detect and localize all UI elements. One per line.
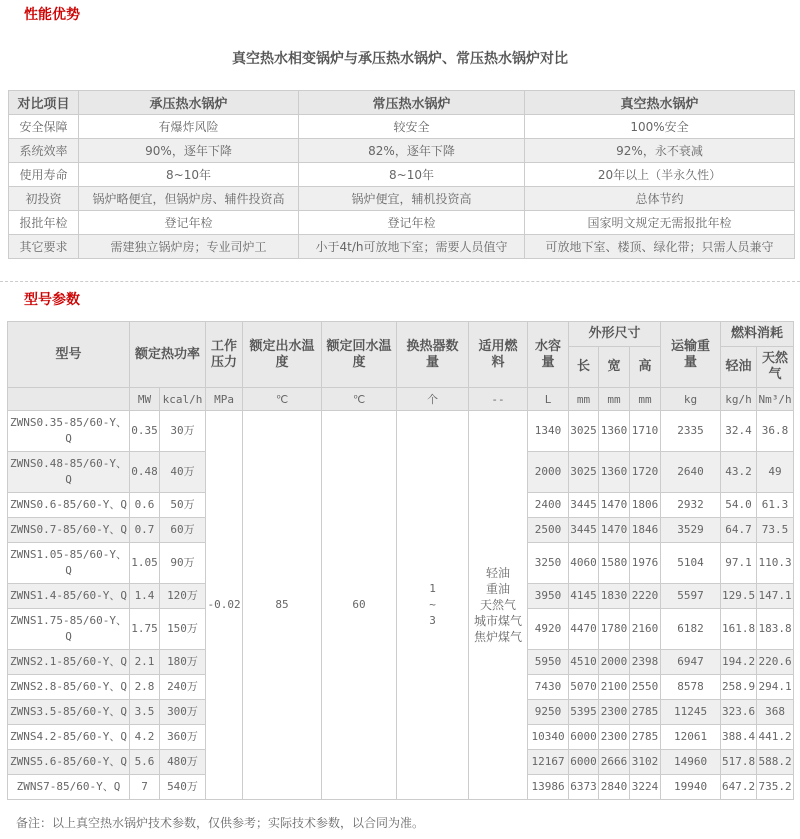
table-row (9, 139, 795, 163)
cell-weight: 3529 (661, 518, 721, 543)
exchanger-line: ~ (429, 598, 436, 611)
cell-mw: 2.1 (130, 650, 160, 675)
header-transport-weight: 运输重量 (661, 322, 721, 388)
cell-outlet-temp: 85 (243, 411, 322, 800)
cell-gas: 183.8 (757, 609, 794, 650)
unit-mpa: MPa (206, 388, 243, 411)
cell-vacuum: 可放地下室、楼顶、绿化带；只需人员兼守 (525, 235, 795, 259)
spec-header-row-1 (8, 322, 794, 347)
cell-kcal: 300万 (160, 700, 206, 725)
cell-weight: 6182 (661, 609, 721, 650)
cell-oil: 32.4 (721, 411, 757, 452)
cell-mw: 0.6 (130, 493, 160, 518)
header-outlet-temp: 额定出水温度 (243, 322, 322, 388)
spec-table (7, 321, 794, 800)
cell-atmospheric: 锅炉便宜，辅机投资高 (299, 187, 525, 211)
header-fuel: 适用燃料 (469, 322, 528, 388)
header-fuel-consumption: 燃料消耗 (721, 322, 794, 347)
cell-height: 1710 (630, 411, 661, 452)
cell-vacuum: 国家明文规定无需报批年检 (525, 211, 795, 235)
cell-model: ZWNS7-85/60-Y、Q (8, 775, 130, 800)
cell-water: 13986 (528, 775, 569, 800)
cell-width: 2000 (599, 650, 630, 675)
cell-model: ZWNS0.6-85/60-Y、Q (8, 493, 130, 518)
cell-mw: 3.5 (130, 700, 160, 725)
cell-height: 1846 (630, 518, 661, 543)
cell-gas: 73.5 (757, 518, 794, 543)
cell-water: 2500 (528, 518, 569, 543)
cell-model: ZWNS1.75-85/60-Y、Q (8, 609, 130, 650)
cell-model: ZWNS1.05-85/60-Y、Q (8, 543, 130, 584)
unit-celsius-outlet: ℃ (243, 388, 322, 411)
cell-gas: 61.3 (757, 493, 794, 518)
section-title-performance: 性能优势 (24, 7, 80, 23)
unit-mm-length: mm (569, 388, 599, 411)
cell-working-pressure: -0.02 (206, 411, 243, 800)
cell-gas: 735.2 (757, 775, 794, 800)
cell-length: 6000 (569, 750, 599, 775)
cell-exchanger-count (397, 411, 469, 800)
cell-weight: 19940 (661, 775, 721, 800)
fuel-line: 重油 (486, 582, 511, 596)
cell-length: 3025 (569, 411, 599, 452)
cell-gas: 441.2 (757, 725, 794, 750)
header-natural-gas: 天然气 (757, 347, 794, 388)
cell-oil: 161.8 (721, 609, 757, 650)
cell-height: 1806 (630, 493, 661, 518)
cell-weight: 2640 (661, 452, 721, 493)
unit-kgh: kg/h (721, 388, 757, 411)
comparison-table (8, 90, 795, 259)
cell-mw: 7 (130, 775, 160, 800)
cell-pressurized: 锅炉略便宜，但锅炉房、辅件投资高 (79, 187, 299, 211)
cell-water: 1340 (528, 411, 569, 452)
cell-model: ZWNS5.6-85/60-Y、Q (8, 750, 130, 775)
header-model: 型号 (8, 322, 130, 388)
cell-length: 3445 (569, 518, 599, 543)
unit-kg: kg (661, 388, 721, 411)
cell-water: 9250 (528, 700, 569, 725)
cell-atmospheric: 小于4t/h可放地下室；需要人员值守 (299, 235, 525, 259)
cell-length: 4145 (569, 584, 599, 609)
cell-kcal: 120万 (160, 584, 206, 609)
cell-length: 5395 (569, 700, 599, 725)
unit-mm-height: mm (630, 388, 661, 411)
header-compare-item: 对比项目 (9, 91, 79, 115)
cell-kcal: 480万 (160, 750, 206, 775)
cell-height: 2160 (630, 609, 661, 650)
cell-atmospheric: 登记年检 (299, 211, 525, 235)
cell-oil: 97.1 (721, 543, 757, 584)
table-row (9, 187, 795, 211)
cell-weight: 8578 (661, 675, 721, 700)
cell-pressurized: 登记年检 (79, 211, 299, 235)
cell-item: 报批年检 (9, 211, 79, 235)
fuel-line: 城市煤气 (474, 614, 523, 628)
unit-count: 个 (397, 388, 469, 411)
cell-mw: 4.2 (130, 725, 160, 750)
cell-model: ZWNS4.2-85/60-Y、Q (8, 725, 130, 750)
unit-model (8, 388, 130, 411)
header-dimensions: 外形尺寸 (569, 322, 661, 347)
cell-pressurized: 8~10年 (79, 163, 299, 187)
cell-vacuum: 20年以上（半永久性） (525, 163, 795, 187)
header-atmospheric-boiler: 常压热水锅炉 (299, 91, 525, 115)
header-working-pressure: 工作压力 (206, 322, 243, 388)
header-width: 宽 (599, 347, 630, 388)
cell-height: 2785 (630, 725, 661, 750)
cell-water: 2400 (528, 493, 569, 518)
cell-gas: 588.2 (757, 750, 794, 775)
cell-kcal: 60万 (160, 518, 206, 543)
cell-height: 2220 (630, 584, 661, 609)
cell-weight: 5597 (661, 584, 721, 609)
cell-pressurized: 需建独立锅炉房；专业司炉工 (79, 235, 299, 259)
cell-item: 其它要求 (9, 235, 79, 259)
cell-height: 2398 (630, 650, 661, 675)
header-exchanger-count: 换热器数量 (397, 322, 469, 388)
cell-kcal: 150万 (160, 609, 206, 650)
cell-kcal: 540万 (160, 775, 206, 800)
cell-water: 5950 (528, 650, 569, 675)
comparison-table-title: 真空热水相变锅炉与承压热水锅炉、常压热水锅炉对比 (232, 51, 568, 67)
cell-kcal: 30万 (160, 411, 206, 452)
cell-length: 5070 (569, 675, 599, 700)
cell-gas: 110.3 (757, 543, 794, 584)
cell-model: ZWNS2.8-85/60-Y、Q (8, 675, 130, 700)
cell-length: 6000 (569, 725, 599, 750)
cell-item: 使用寿命 (9, 163, 79, 187)
cell-vacuum: 92%，永不衰减 (525, 139, 795, 163)
cell-mw: 1.4 (130, 584, 160, 609)
cell-oil: 388.4 (721, 725, 757, 750)
cell-mw: 0.35 (130, 411, 160, 452)
cell-oil: 129.5 (721, 584, 757, 609)
exchanger-line: 3 (429, 614, 436, 627)
cell-kcal: 40万 (160, 452, 206, 493)
cell-width: 1830 (599, 584, 630, 609)
cell-length: 3445 (569, 493, 599, 518)
cell-width: 1470 (599, 518, 630, 543)
cell-width: 2666 (599, 750, 630, 775)
cell-height: 3102 (630, 750, 661, 775)
exchanger-line: 1 (429, 582, 436, 595)
unit-mm-width: mm (599, 388, 630, 411)
cell-water: 10340 (528, 725, 569, 750)
cell-pressurized: 有爆炸风险 (79, 115, 299, 139)
cell-vacuum: 总体节约 (525, 187, 795, 211)
cell-width: 2840 (599, 775, 630, 800)
cell-kcal: 50万 (160, 493, 206, 518)
cell-width: 1780 (599, 609, 630, 650)
spec-row (8, 411, 794, 452)
cell-oil: 194.2 (721, 650, 757, 675)
header-rated-power: 额定热功率 (130, 322, 206, 388)
header-water-volume: 水容量 (528, 322, 569, 388)
cell-model: ZWNS3.5-85/60-Y、Q (8, 700, 130, 725)
cell-weight: 12061 (661, 725, 721, 750)
cell-atmospheric: 较安全 (299, 115, 525, 139)
comparison-header-row (9, 91, 795, 115)
cell-kcal: 240万 (160, 675, 206, 700)
cell-item: 系统效率 (9, 139, 79, 163)
header-length: 长 (569, 347, 599, 388)
cell-width: 1580 (599, 543, 630, 584)
cell-model: ZWNS1.4-85/60-Y、Q (8, 584, 130, 609)
cell-model: ZWNS0.7-85/60-Y、Q (8, 518, 130, 543)
cell-width: 1360 (599, 452, 630, 493)
cell-oil: 258.9 (721, 675, 757, 700)
cell-oil: 54.0 (721, 493, 757, 518)
fuel-line: 天然气 (480, 598, 517, 612)
cell-kcal: 360万 (160, 725, 206, 750)
cell-length: 4510 (569, 650, 599, 675)
section-title-models: 型号参数 (24, 292, 80, 308)
header-pressurized-boiler: 承压热水锅炉 (79, 91, 299, 115)
cell-mw: 0.48 (130, 452, 160, 493)
cell-length: 4470 (569, 609, 599, 650)
cell-mw: 5.6 (130, 750, 160, 775)
cell-gas: 147.1 (757, 584, 794, 609)
unit-kcal: kcal/h (160, 388, 206, 411)
cell-oil: 64.7 (721, 518, 757, 543)
cell-width: 1360 (599, 411, 630, 452)
cell-gas: 220.6 (757, 650, 794, 675)
cell-water: 4920 (528, 609, 569, 650)
cell-water: 12167 (528, 750, 569, 775)
header-height: 高 (630, 347, 661, 388)
cell-water: 3250 (528, 543, 569, 584)
cell-mw: 2.8 (130, 675, 160, 700)
fuel-line: 轻油 (486, 566, 511, 580)
cell-weight: 6947 (661, 650, 721, 675)
cell-width: 2100 (599, 675, 630, 700)
header-return-temp: 额定回水温度 (322, 322, 397, 388)
cell-model: ZWNS2.1-85/60-Y、Q (8, 650, 130, 675)
cell-height: 2550 (630, 675, 661, 700)
cell-weight: 5104 (661, 543, 721, 584)
cell-weight: 11245 (661, 700, 721, 725)
cell-length: 4060 (569, 543, 599, 584)
table-row (9, 115, 795, 139)
unit-liter: L (528, 388, 569, 411)
cell-model: ZWNS0.35-85/60-Y、Q (8, 411, 130, 452)
cell-mw: 0.7 (130, 518, 160, 543)
cell-kcal: 180万 (160, 650, 206, 675)
table-row (9, 163, 795, 187)
unit-mw: MW (130, 388, 160, 411)
cell-item: 安全保障 (9, 115, 79, 139)
cell-water: 2000 (528, 452, 569, 493)
cell-height: 2785 (630, 700, 661, 725)
spec-units-row (8, 388, 794, 411)
cell-width: 2300 (599, 700, 630, 725)
cell-oil: 323.6 (721, 700, 757, 725)
cell-weight: 2932 (661, 493, 721, 518)
cell-atmospheric: 8~10年 (299, 163, 525, 187)
cell-mw: 1.05 (130, 543, 160, 584)
unit-celsius-return: ℃ (322, 388, 397, 411)
cell-length: 6373 (569, 775, 599, 800)
cell-gas: 368 (757, 700, 794, 725)
unit-fuel: -- (469, 388, 528, 411)
cell-gas: 294.1 (757, 675, 794, 700)
cell-weight: 2335 (661, 411, 721, 452)
section-divider (0, 281, 800, 282)
fuel-line: 焦炉煤气 (474, 630, 523, 644)
cell-oil: 517.8 (721, 750, 757, 775)
footnote: 备注：以上真空热水锅炉技术参数，仅供参考；实际技术参数，以合同为准。 (16, 816, 425, 830)
cell-vacuum: 100%安全 (525, 115, 795, 139)
cell-return-temp: 60 (322, 411, 397, 800)
cell-length: 3025 (569, 452, 599, 493)
cell-weight: 14960 (661, 750, 721, 775)
cell-fuel-types (469, 411, 528, 800)
cell-width: 1470 (599, 493, 630, 518)
table-row (9, 211, 795, 235)
cell-gas: 36.8 (757, 411, 794, 452)
cell-water: 3950 (528, 584, 569, 609)
cell-kcal: 90万 (160, 543, 206, 584)
cell-model: ZWNS0.48-85/60-Y、Q (8, 452, 130, 493)
table-row (9, 235, 795, 259)
cell-width: 2300 (599, 725, 630, 750)
cell-height: 1720 (630, 452, 661, 493)
cell-pressurized: 90%，逐年下降 (79, 139, 299, 163)
cell-water: 7430 (528, 675, 569, 700)
cell-gas: 49 (757, 452, 794, 493)
cell-height: 3224 (630, 775, 661, 800)
header-light-oil: 轻油 (721, 347, 757, 388)
unit-nm3h: Nm³/h (757, 388, 794, 411)
cell-oil: 43.2 (721, 452, 757, 493)
cell-height: 1976 (630, 543, 661, 584)
cell-atmospheric: 82%，逐年下降 (299, 139, 525, 163)
cell-mw: 1.75 (130, 609, 160, 650)
cell-oil: 647.2 (721, 775, 757, 800)
cell-item: 初投资 (9, 187, 79, 211)
header-vacuum-boiler: 真空热水锅炉 (525, 91, 795, 115)
